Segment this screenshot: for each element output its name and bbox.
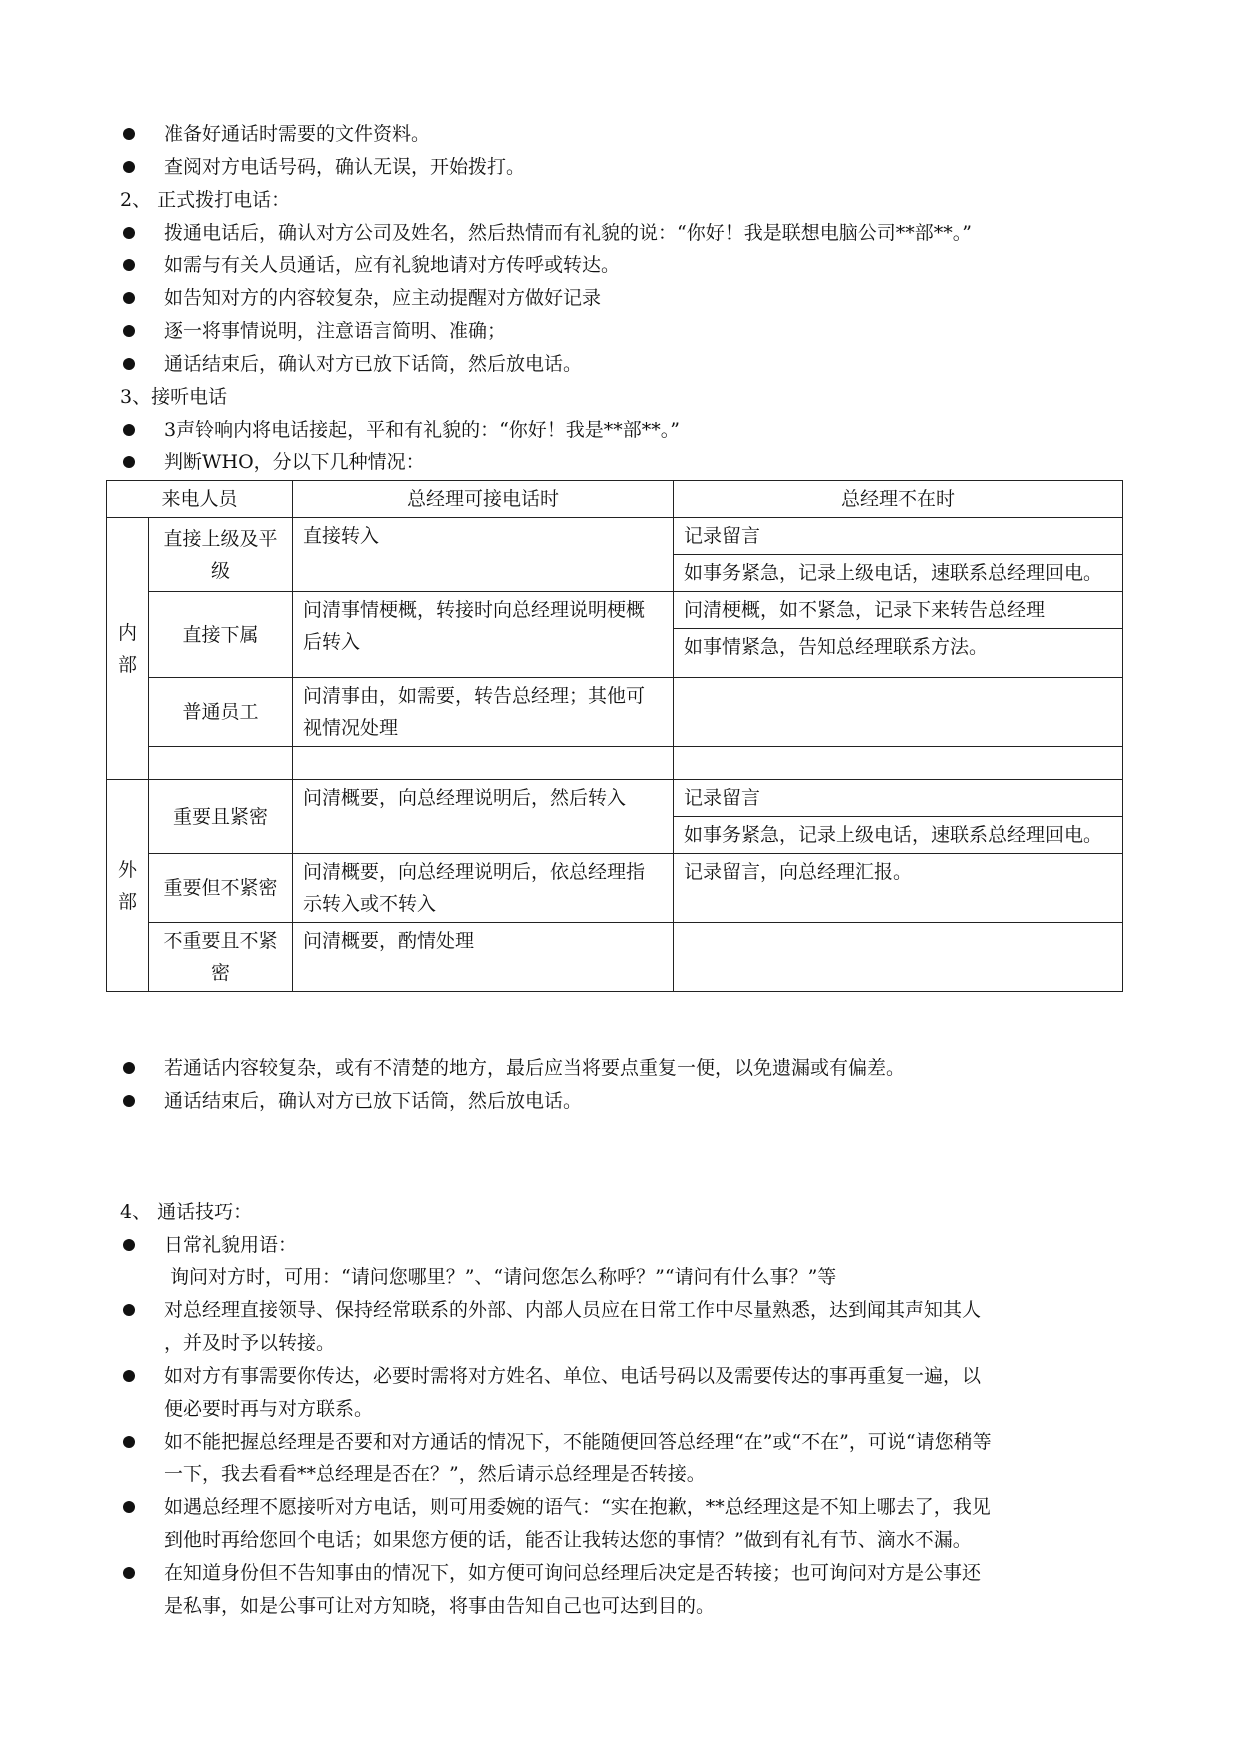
available-cell: 问清事由，如需要，转告总经理；其他可视情况处理 <box>293 678 674 747</box>
table-row <box>107 780 1123 817</box>
list-item <box>120 319 506 343</box>
list-item <box>120 1561 981 1585</box>
list-item-text: 在知道身份但不告知事由的情况下，如方便可询问总经理后决定是否转接；也可询问对方是公事还 <box>164 1562 982 1584</box>
bullet-icon <box>123 424 135 436</box>
absent-cell: 如事务紧急，记录上级电话，速联系总经理回电。 <box>674 555 1123 592</box>
list-item-text: 日常礼貌用语： <box>164 1234 298 1256</box>
section-heading: 3、接听电话 <box>120 386 228 408</box>
table-header-row <box>107 481 1123 518</box>
list-item-text: 如对方有事需要你传达，必要时需将对方姓名、单位、电话号码以及需要传达的事再重复一遍，以 <box>164 1365 982 1387</box>
bullet-icon <box>123 1567 135 1579</box>
caller-cell: 重要且紧密 <box>149 780 293 854</box>
caller-cell: 直接上级及平级 <box>149 518 293 592</box>
list-item <box>120 1233 297 1257</box>
available-cell: 问清事情梗概，转接时向总经理说明梗概后转入 <box>293 592 674 678</box>
list-item <box>120 122 430 146</box>
list-item-text: 若通话内容较复杂，或有不清楚的地方，最后应当将要点重复一便，以免遗漏或有偏差。 <box>164 1057 906 1079</box>
bullet-icon <box>123 128 135 140</box>
list-item <box>120 1298 981 1322</box>
list-item-text: 如遇总经理不愿接听对方电话，则可用委婉的语气：“实在抱歉，**总经理这是不知上哪去了，我见 <box>164 1496 991 1518</box>
table-header-cell: 来电人员 <box>107 481 293 518</box>
list-item <box>120 1364 981 1388</box>
list-item-text: 拨通电话后，确认对方公司及姓名，然后热情而有礼貌的说：“你好！我是联想电脑公司**部**。” <box>164 222 972 244</box>
list-item-continuation: 便必要时再与对方联系。 <box>164 1398 374 1420</box>
list-item-text: 通话结束后，确认对方已放下话筒，然后放电话。 <box>164 1090 583 1112</box>
list-item-text: 准备好通话时需要的文件资料。 <box>164 123 431 145</box>
section-heading: 2、 正式拨打电话： <box>120 189 291 211</box>
list-item <box>120 286 601 310</box>
absent-cell: 记录留言，向总经理汇报。 <box>674 854 1123 923</box>
caller-cell: 直接下属 <box>149 592 293 678</box>
absent-cell: 如事务紧急，记录上级电话，速联系总经理回电。 <box>674 817 1123 854</box>
list-item-continuation: 询问对方时，可用：“请问您哪里？”、“请问您怎么称呼？”“请问有什么事？”等 <box>170 1266 837 1288</box>
group-label-external: 外部 <box>107 780 149 992</box>
absent-cell: 如事情紧急，告知总经理联系方法。 <box>674 629 1123 678</box>
bullet-icon <box>123 161 135 173</box>
list-item <box>120 352 582 376</box>
list-item-text: 查阅对方电话号码，确认无误，开始拨打。 <box>164 156 526 178</box>
bullet-icon <box>123 1095 135 1107</box>
list-item <box>120 1056 905 1080</box>
list-item-text: 对总经理直接领导、保持经常联系的外部、内部人员应在日常工作中尽量熟悉，达到闻其声知其人 <box>164 1299 982 1321</box>
available-cell: 问清概要，酌情处理 <box>293 923 674 992</box>
available-cell: 问清概要，向总经理说明后，然后转入 <box>293 780 674 854</box>
bullet-icon <box>123 1304 135 1316</box>
list-item <box>120 418 680 442</box>
list-item <box>120 253 620 277</box>
bullet-icon <box>123 227 135 239</box>
available-cell: 直接转入 <box>293 518 674 592</box>
caller-cell: 普通员工 <box>149 678 293 747</box>
absent-cell <box>674 678 1123 747</box>
list-item-continuation: 是私事，如是公事可让对方知晓，将事由告知自己也可达到目的。 <box>164 1595 716 1617</box>
list-item-continuation: ，并及时予以转接。 <box>164 1332 336 1354</box>
list-item <box>120 1495 991 1519</box>
table-header-cell: 总经理不在时 <box>674 481 1123 518</box>
absent-cell <box>674 923 1123 992</box>
group-label-internal: 内部 <box>107 518 149 780</box>
absent-cell: 问清梗概，如不紧急，记录下来转告总经理 <box>674 592 1123 629</box>
caller-cell <box>149 747 293 780</box>
caller-cell: 不重要且不紧密 <box>149 923 293 992</box>
list-item <box>120 450 425 474</box>
absent-cell <box>674 747 1123 780</box>
list-item <box>120 155 525 179</box>
list-item-continuation: 到他时再给您回个电话；如果您方便的话，能否让我转达您的事情？”做到有礼有节、滴水不漏。 <box>164 1529 972 1551</box>
call-handling-table <box>106 480 1123 992</box>
absent-cell: 记录留言 <box>674 518 1123 555</box>
list-item-text: 如不能把握总经理是否要和对方通话的情况下，不能随便回答总经理“在”或“不在”，可说“请您稍等 <box>164 1431 992 1453</box>
bullet-icon <box>123 1239 135 1251</box>
table-row <box>107 592 1123 629</box>
bullet-icon <box>123 292 135 304</box>
list-item-text: 如告知对方的内容较复杂，应主动提醒对方做好记录 <box>164 287 602 309</box>
bullet-icon <box>123 325 135 337</box>
bullet-icon <box>123 358 135 370</box>
list-item <box>120 1430 992 1454</box>
available-cell <box>293 747 674 780</box>
list-item-text: 通话结束后，确认对方已放下话筒，然后放电话。 <box>164 353 583 375</box>
section-heading: 4、 通话技巧： <box>120 1201 253 1223</box>
caller-cell: 重要但不紧密 <box>149 854 293 923</box>
table-row <box>107 518 1123 555</box>
list-item-text: 如需与有关人员通话，应有礼貌地请对方传呼或转达。 <box>164 254 621 276</box>
absent-cell: 记录留言 <box>674 780 1123 817</box>
table-header-cell: 总经理可接电话时 <box>293 481 674 518</box>
bullet-icon <box>123 1370 135 1382</box>
list-item-text: 判断WHO，分以下几种情况： <box>164 451 425 473</box>
bullet-icon <box>123 1501 135 1513</box>
bullet-icon <box>123 259 135 271</box>
list-item-text: 逐一将事情说明，注意语言简明、准确； <box>164 320 507 342</box>
list-item <box>120 221 972 245</box>
list-item-text: 3声铃响内将电话接起，平和有礼貌的：“你好！我是**部**。” <box>164 419 681 441</box>
available-cell: 问清概要，向总经理说明后，依总经理指示转入或不转入 <box>293 854 674 923</box>
bullet-icon <box>123 1062 135 1074</box>
list-item-continuation: 一下，我去看看**总经理是否在？”，然后请示总经理是否转接。 <box>164 1463 706 1485</box>
list-item <box>120 1089 582 1113</box>
bullet-icon <box>123 1436 135 1448</box>
bullet-icon <box>123 456 135 468</box>
